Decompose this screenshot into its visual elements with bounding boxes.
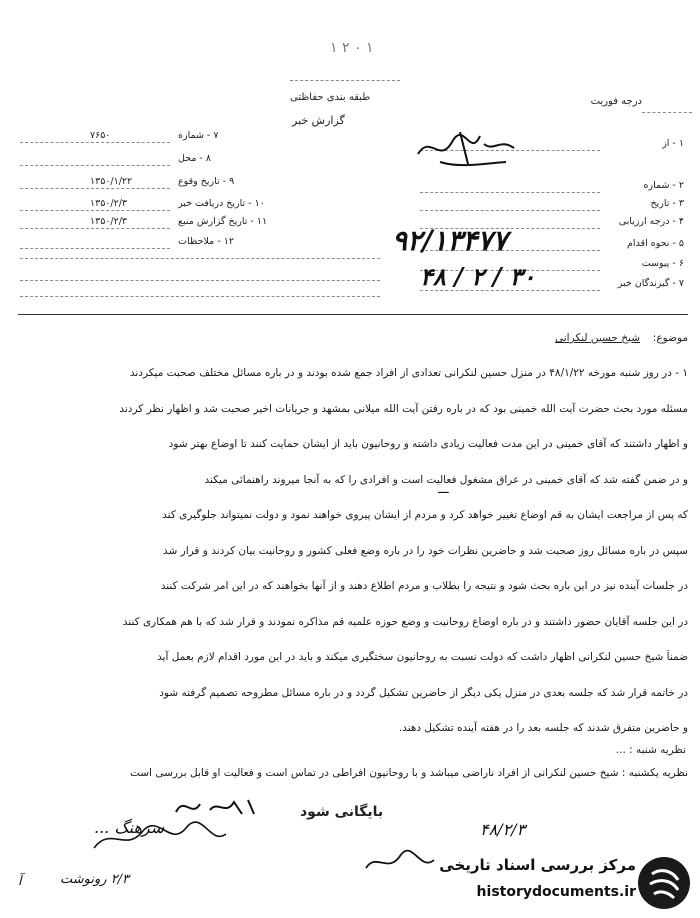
- left-field-rule: [20, 142, 170, 143]
- right-field-label: ۶ - پیوست: [641, 258, 684, 269]
- handwritten-insertion: ـــ: [438, 482, 449, 496]
- footer-brand: [439, 850, 692, 916]
- left-blank-rule: [20, 258, 380, 259]
- archive-stamp: بایگانی شود: [300, 804, 384, 820]
- brand-url: historydocuments.ir: [476, 884, 636, 900]
- subject-value: شیخ حسین لنکرانی: [555, 332, 640, 344]
- classification-line: طبقه بندی حفاظتی: [290, 92, 371, 103]
- left-field-rule: [20, 248, 170, 249]
- left-field-rule: [20, 165, 170, 166]
- body-line: ۱ - در روز شنبه مورخه ۴۸/۱/۲۲ در منزل حسین لنکرانی تعدادی از افراد جمع شده بودند و در باره مسائل مختلف صحبت میکردند: [129, 367, 688, 379]
- right-field-label: ۴ - درجه ارزیابی: [618, 216, 684, 227]
- signature-scribble-top: [410, 124, 520, 174]
- left-blank-rule: [20, 280, 380, 281]
- left-field-value: ۱۳۵۰/۱/۲۲: [90, 176, 133, 187]
- signature-right-date: ۴۸/۲/۳: [480, 820, 526, 839]
- body-line: و اظهار داشتند که آقای خمینی در این مدت فعالیت زیادی داشته و روحانیون باید از ایشان حمایت کنند تا اوضاع بهتر شود: [168, 438, 688, 450]
- left-field-label: ۸ - محل: [178, 153, 211, 164]
- right-field-label: ۳ - تاریخ: [650, 198, 684, 209]
- body-line: در این جلسه آقایان حضور داشتند و در باره اوضاع روحانیت و وضع حوزه علمیه قم مذاکره نمودند و قرار شد که با هم همکاری کنند: [122, 616, 688, 628]
- left-field-rule: [20, 210, 170, 211]
- right-field-label: ۲ - شماره: [643, 180, 684, 191]
- body-line: و در ضمن گفته شد که آقای خمینی در عراق مشغول فعالیت است و افرادی را که به آنجا میروند راهنمائی میکند: [204, 474, 688, 486]
- left-field-label: ۷ - شماره: [178, 130, 219, 141]
- left-field-value: ۱۳۵۰/۲/۳: [90, 216, 128, 227]
- left-field-label: ۱۰ - تاریخ دریافت خبر: [178, 198, 265, 209]
- note-line: نظریه یکشنبه : شیخ حسین لنکرانی از افراد ناراضی میباشد و با روحانیون افراطی در تماس است و فعالیت او قابل بررسی است: [129, 767, 688, 779]
- body-line: ضمناً شیخ حسین لنکرانی اظهار داشت که دولت نسبت به روحانیون سختگیری میکند و باید در این مورد اقدام لازم بعمل آید: [157, 651, 688, 663]
- body-line: در خاتمه قرار شد که جلسه بعدی در منزل یکی دیگر از حاضرین تشکیل گردد و در باره مسائل مطروحه تصمیم گرفته شود: [159, 687, 688, 699]
- left-blank-rule: [20, 296, 380, 297]
- left-field-rule: [20, 228, 170, 229]
- right-field-label: ۱ - از: [662, 138, 684, 149]
- signature-left-main: سرهنگ ...: [94, 818, 165, 837]
- signature-left-scribble: [90, 818, 230, 858]
- brand-name-fa: مرکز بررسی اسناد تاریخی: [439, 856, 636, 874]
- left-field-label: ۱۱ - تاریخ گزارش منبع: [178, 216, 268, 227]
- left-field-value: ۷۶۵۰: [90, 130, 111, 141]
- right-field-rule: [420, 192, 600, 193]
- body-line: مسئله مورد بحث حضرت آیت الله خمینی بود که در باره رفتن آیت الله میلانی بمشهد و جریانات اخیر صحبت شد و اظهار نظر کردند: [119, 403, 688, 415]
- subject-label: موضوع:: [652, 332, 688, 344]
- left-field-rule: [20, 188, 170, 189]
- signature-left-mark: آ: [18, 874, 22, 889]
- left-field-label: ۹ - تاریخ وقوع: [178, 176, 235, 187]
- degree-rule: [642, 112, 692, 113]
- body-line: سپس در باره مسائل روز صحبت شد و حاضرین نظرات خود را در باره وضع فعلی کشور و روحانیت بیان کردند و قرار شد: [163, 545, 688, 557]
- degree-label: درجه فوریت: [590, 96, 642, 107]
- body-line: در جلسات آینده نیز در این باره بحث شود و نتیجه را بطلاب و مردم اطلاع دهند و از آنها بخواهند که در این امر شرکت کنند: [160, 580, 688, 592]
- top-stamp: ۱ ۰ ۲ ۱: [330, 40, 374, 56]
- right-field-label: ۷ - گیرندگان خبر: [617, 278, 684, 289]
- left-field-label: ۱۲ - ملاحظات: [178, 236, 234, 247]
- note-label: نظریه شنبه : ...: [615, 744, 686, 756]
- signature-right-scribble: [360, 846, 440, 880]
- right-field-rule: [420, 210, 600, 211]
- handwritten-date: ۳۰ / ۲ / ۴۸: [420, 262, 536, 291]
- signature-left-bottom: ۲/۳ رونوشت: [60, 872, 130, 887]
- section-divider: [18, 314, 688, 315]
- body-line: و حاضرین متفرق شدند که جلسه بعد را در هفته آینده تشکیل دهند.: [398, 722, 688, 734]
- right-field-label: ۵ - نحوه اقدام: [627, 238, 684, 249]
- left-field-value: ۱۳۵۰/۲/۳: [90, 198, 128, 209]
- header-rule: [290, 80, 400, 81]
- handwritten-number: ۹۲/۱۳۴۷۷: [392, 224, 508, 257]
- report-title: گزارش خبر: [292, 114, 345, 127]
- body-line: که پس از مراجعت ایشان به قم اوضاع تغییر خواهد کرد و مردم از ایشان پیروی خواهند نمود و دولت نمیتواند جلوگیری کند: [162, 509, 688, 521]
